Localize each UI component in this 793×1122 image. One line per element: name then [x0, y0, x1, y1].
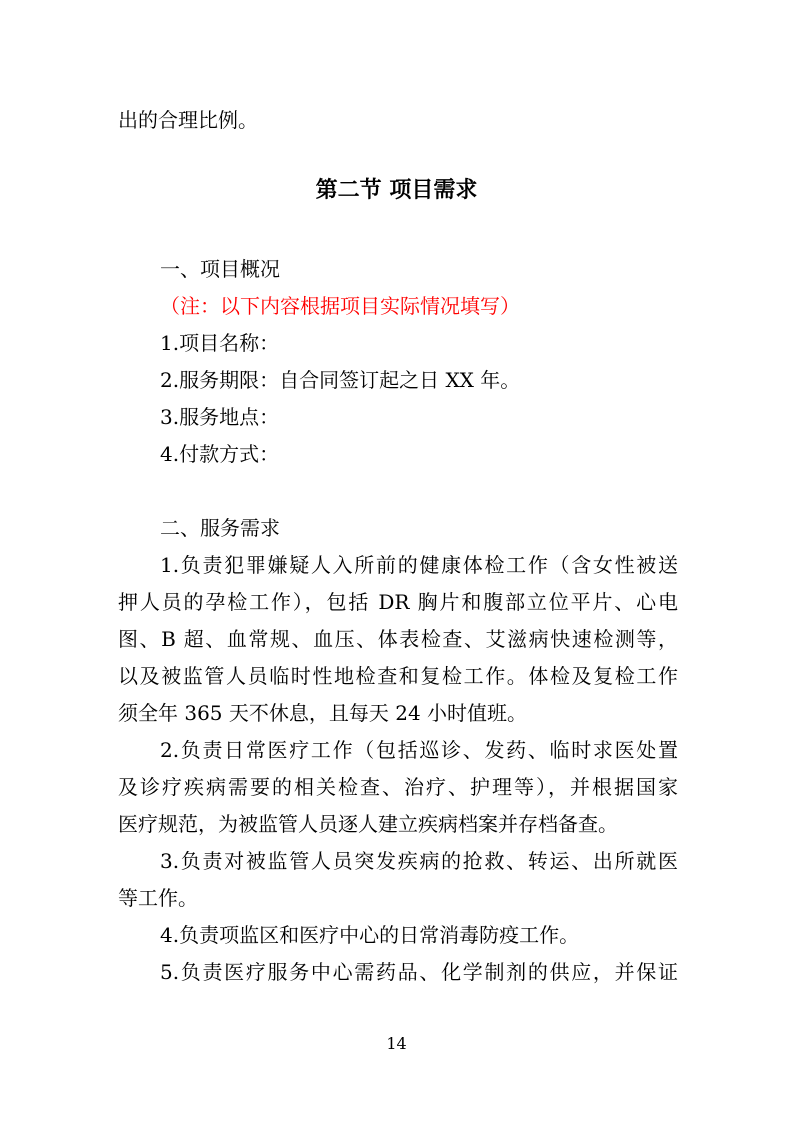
overview-item-project-name: 1.项目名称：	[160, 331, 280, 355]
paragraph-line: 须全年 365 天不休息，且每天 24 小时值班。	[118, 701, 528, 725]
fill-in-note: （注：以下内容根据项目实际情况填写）	[160, 294, 520, 318]
overview-item-payment-method: 4.付款方式：	[160, 442, 280, 466]
paragraph-line: 押人员的孕检工作），包括 DR 胸片和腹部立位平片、心电	[118, 590, 678, 614]
section-title: 第二节 项目需求	[315, 178, 478, 203]
service-heading: 二、服务需求	[160, 516, 280, 540]
paragraph-line: 等工作。	[118, 886, 198, 910]
page-number: 14	[386, 1034, 407, 1053]
paragraph-line: 5.负责医疗服务中心需药品、化学制剂的供应，并保证	[160, 960, 678, 984]
paragraph-line: 4.负责项监区和医疗中心的日常消毒防疫工作。	[160, 923, 580, 947]
overview-item-service-period: 2.服务期限：自合同签订起之日 XX 年。	[160, 368, 521, 392]
paragraph-line: 医疗规范，为被监管人员逐人建立疾病档案并存档备查。	[118, 812, 618, 836]
paragraph-line: 1.负责犯罪嫌疑人入所前的健康体检工作（含女性被送	[160, 553, 678, 577]
paragraph-line: 2.负责日常医疗工作（包括巡诊、发药、临时求医处置	[160, 738, 678, 762]
paragraph-line: 图、B 超、血常规、血压、体表检查、艾滋病快速检测等，	[118, 627, 678, 651]
paragraph-line: 3.负责对被监管人员突发疾病的抢救、转运、出所就医	[160, 849, 678, 873]
paragraph-line: 及诊疗疾病需要的相关检查、治疗、护理等），并根据国家	[118, 775, 678, 799]
continuation-text: 出的合理比例。	[118, 108, 258, 132]
overview-heading: 一、项目概况	[160, 257, 280, 281]
overview-item-service-location: 3.服务地点：	[160, 405, 280, 429]
paragraph-line: 以及被监管人员临时性地检查和复检工作。体检及复检工作	[118, 664, 678, 688]
